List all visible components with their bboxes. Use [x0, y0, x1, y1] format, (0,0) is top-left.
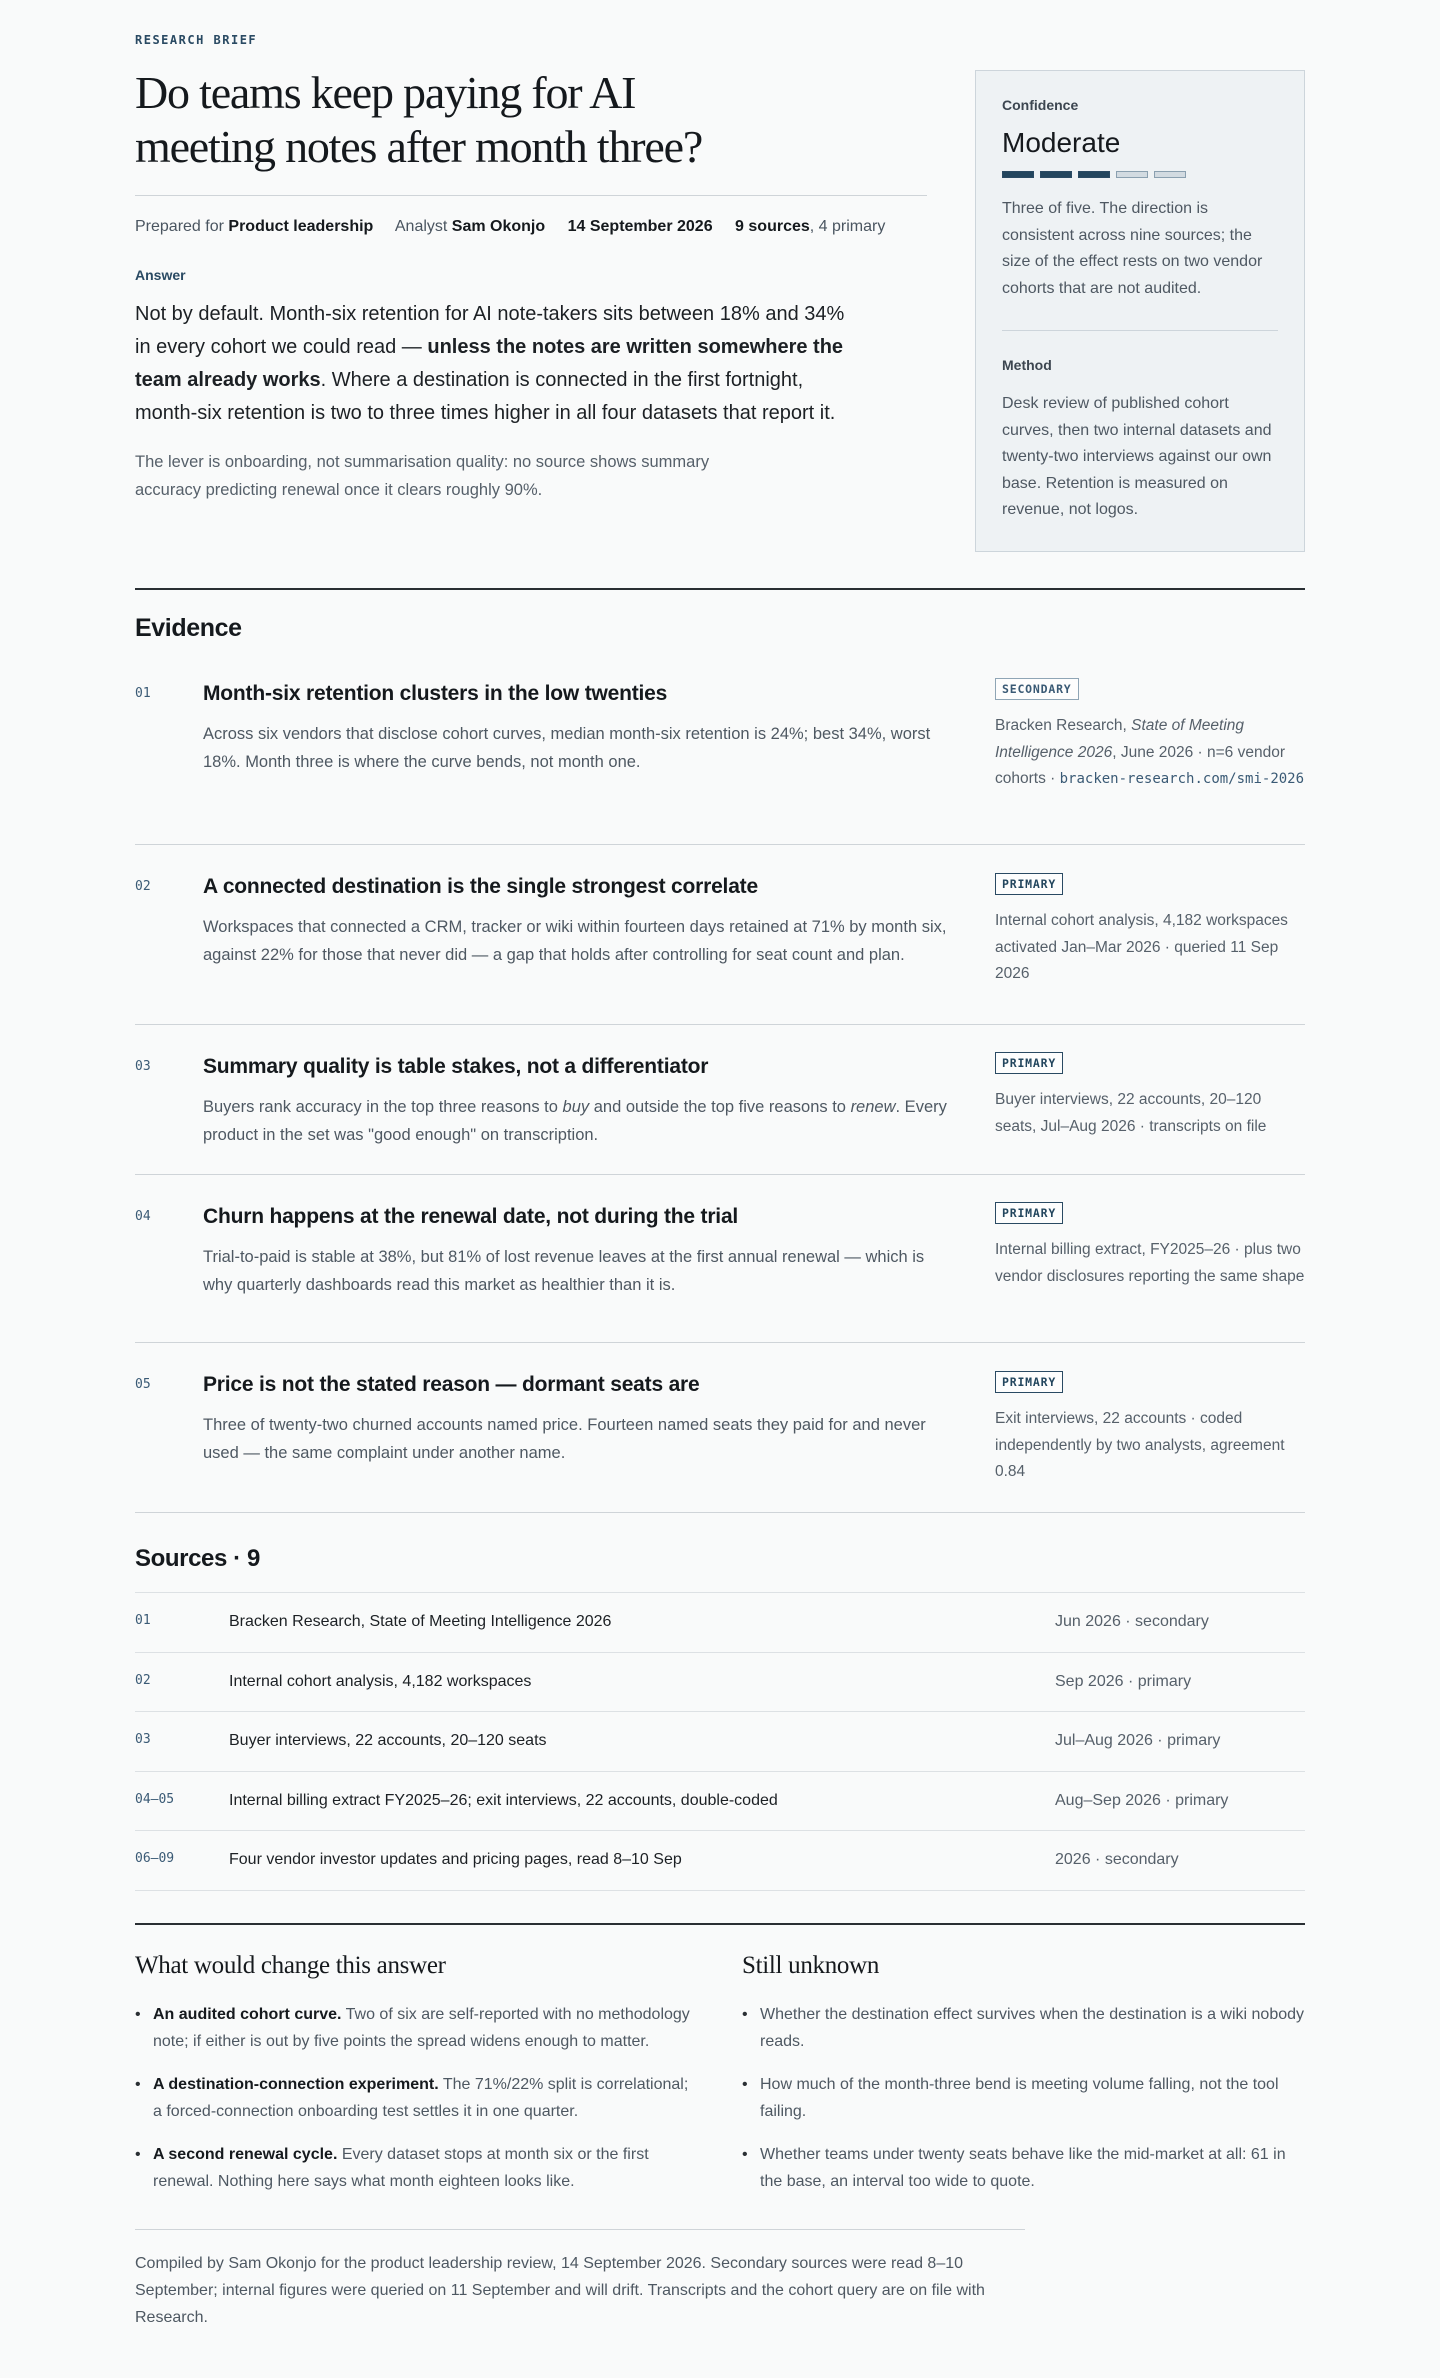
source-type-badge: SECONDARY	[995, 678, 1079, 700]
unknown-list	[742, 2002, 1305, 2195]
still-unknown-title: Still unknown	[742, 1952, 880, 1979]
method-label: Method	[1002, 357, 1052, 373]
answer-note: The lever is onboarding, not summarisation quality: no source shows summary accuracy predicting renewal once it clears roughly 90%.	[135, 453, 710, 499]
method-text: Desk review of published cohort curves, then two internal datasets and twenty-two interviews against our own base. Retention is measured on revenue, not logos.	[1002, 395, 1272, 518]
title-line-1: Do teams keep paying for AI	[135, 67, 636, 118]
confidence-value: Moderate	[1002, 127, 1121, 158]
sources-title: Sources · 9	[135, 1545, 260, 1572]
title-divider	[135, 195, 927, 196]
source-title: Four vendor investor updates and pricing pages, read 8–10 Sep	[229, 1851, 682, 1868]
bottom-divider	[135, 1923, 1305, 1925]
evidence-item-04	[135, 1175, 1305, 1343]
evidence-source-text: Buyer interviews, 22 accounts, 20–120 seats, Jul–Aug 2026 · transcripts on file	[995, 1091, 1267, 1135]
source-number: 04–05	[135, 1791, 175, 1807]
evidence-divider	[135, 588, 1305, 590]
list-item: • How much of the month-three bend is meeting volume falling, not the tool failing.	[742, 2072, 1305, 2125]
confidence-bar-filled	[1040, 171, 1072, 178]
list-item: • A destination-connection experiment. The 71%/22% split is correlational; a forced-connection onboarding test settles it in one quarter.	[135, 2072, 695, 2125]
source-date: Jun 2026 · secondary	[1055, 1613, 1209, 1630]
confidence-label: Confidence	[1002, 97, 1079, 113]
evidence-source-01	[995, 678, 1305, 793]
source-url-link[interactable]: bracken-research.com/smi-2026	[1059, 771, 1305, 787]
table-row	[135, 1712, 1305, 1772]
confidence-bar-filled	[1078, 171, 1110, 178]
confidence-text: Three of five. The direction is consistent across nine sources; the size of the effect rests on two vendor cohorts that are not audited.	[1002, 200, 1263, 297]
source-type-badge: PRIMARY	[995, 873, 1063, 895]
meta-date: 14 September 2026	[567, 218, 713, 235]
source-type-badge: PRIMARY	[995, 1371, 1063, 1393]
evidence-item-05	[135, 1343, 1305, 1513]
confidence-bar-empty	[1154, 171, 1186, 178]
what-would-change-section	[135, 1952, 695, 2212]
evidence-body-01: Across six vendors that disclose cohort curves, median month-six retention is 24%; best 34%, worst 18%. Month three is where the curve bends, not month one.	[203, 725, 931, 771]
source-number: 06–09	[135, 1851, 175, 1866]
source-title: Internal cohort analysis, 4,182 workspaces	[229, 1672, 532, 1690]
evidence-body-02: Workspaces that connected a CRM, tracker or wiki within fourteen days retained at 71% by month six, against 22% for those that never did — a gap that holds after controlling for seat count and plan.	[203, 918, 947, 964]
confidence-meter	[1002, 171, 1278, 178]
source-title: Buyer interviews, 22 accounts, 20–120 seats	[229, 1732, 547, 1749]
evidence-source-text: Internal billing extract, FY2025–26 · plus two vendor disclosures reporting the same shape	[995, 1241, 1305, 1285]
table-row	[135, 1593, 1305, 1653]
evidence-number: 03	[135, 1059, 151, 1074]
evidence-source-text: Internal cohort analysis, 4,182 workspaces activated Jan–Mar 2026 · queried 11 Sep 2026	[995, 912, 1288, 982]
sources-table	[135, 1592, 1305, 1891]
evidence-number: 04	[135, 1209, 151, 1224]
confidence-bar-empty	[1116, 171, 1148, 178]
list-item: • A second renewal cycle. Every dataset stops at month six or the first renewal. Nothing here says what month eighteen looks like.	[135, 2142, 695, 2195]
evidence-source-text: Exit interviews, 22 accounts · coded independently by two analysts, agreement 0.84	[995, 1410, 1285, 1480]
source-date: Sep 2026 · primary	[1055, 1672, 1192, 1690]
source-number: 01	[135, 1613, 151, 1628]
source-date: Jul–Aug 2026 · primary	[1055, 1732, 1221, 1749]
page-title	[135, 66, 785, 174]
table-row	[135, 1653, 1305, 1713]
evidence-source-03	[995, 1052, 1305, 1140]
footer-note: Compiled by Sam Okonjo for the product leadership review, 14 September 2026. Secondary sources were read 8–10 September; internal figures were queried on 11 September and will drift. Transcripts and the cohort query are on file with Research.	[135, 2255, 985, 2326]
meta-sources: 9 sources, 4 primary	[735, 218, 886, 235]
evidence-item-03	[135, 1025, 1305, 1175]
source-number: 02	[135, 1672, 151, 1688]
evidence-title-01: Month-six retention clusters in the low twenties	[203, 682, 668, 705]
still-unknown-section	[742, 1952, 1305, 2212]
title-line-2: meeting notes after month three?	[135, 121, 703, 172]
evidence-title-04: Churn happens at the renewal date, not during the trial	[203, 1205, 739, 1228]
source-type-badge: PRIMARY	[995, 1202, 1063, 1224]
evidence-body-05: Three of twenty-two churned accounts named price. Fourteen named seats they paid for and never used — the same complaint under another name.	[203, 1416, 926, 1462]
source-number: 03	[135, 1732, 151, 1747]
evidence-body-03: Buyers rank accuracy in the top three reasons to buy and outside the top five reasons to renew. Every product in the set was "good enough" on transcription.	[203, 1098, 947, 1144]
list-item: • Whether teams under twenty seats behave like the mid-market at all: 61 in the base, an interval too wide to quote.	[742, 2142, 1305, 2195]
source-type-badge: PRIMARY	[995, 1052, 1063, 1074]
confidence-bar-filled	[1002, 171, 1034, 178]
evidence-body-04: Trial-to-paid is stable at 38%, but 81% of lost revenue leaves at the first annual renewal — which is why quarterly dashboards read this market as healthier than it is.	[203, 1248, 925, 1294]
evidence-item-01	[135, 660, 1305, 845]
card-divider	[1002, 330, 1278, 331]
evidence-title-03: Summary quality is table stakes, not a differentiator	[203, 1055, 709, 1078]
kicker: RESEARCH BRIEF	[135, 33, 258, 47]
evidence-number: 02	[135, 879, 151, 894]
evidence-title-05: Price is not the stated reason — dormant seats are	[203, 1373, 700, 1396]
evidence-source-04	[995, 1202, 1305, 1290]
meta-prepared-for: Prepared for Product leadership	[135, 218, 374, 235]
evidence-number: 05	[135, 1377, 151, 1392]
footer-divider	[135, 2229, 1025, 2230]
answer-label: Answer	[135, 267, 186, 283]
evidence-source-05	[995, 1371, 1305, 1486]
change-list	[135, 2002, 695, 2195]
table-row	[135, 1831, 1305, 1891]
meta-line	[135, 218, 885, 236]
source-title: Internal billing extract FY2025–26; exit interviews, 22 accounts, double-coded	[229, 1791, 778, 1809]
list-item: • Whether the destination effect survives when the destination is a wiki nobody reads.	[742, 2002, 1305, 2055]
list-item: • An audited cohort curve. Two of six are self-reported with no methodology note; if either is out by five points the spread widens enough to matter.	[135, 2002, 695, 2055]
evidence-source-02	[995, 873, 1305, 988]
evidence-number: 01	[135, 686, 151, 701]
evidence-title-02: A connected destination is the single strongest correlate	[203, 875, 758, 898]
what-would-change-title: What would change this answer	[135, 1952, 446, 1979]
confidence-card	[975, 70, 1305, 552]
answer-text: Not by default. Month-six retention for AI note-takers sits between 18% and 34% in every cohort we could read — unless the notes are written somewhere the team already works. Where a destination is connected in the first fortnight, month-six retention is two to three times higher in all four datasets that report it.	[135, 303, 845, 424]
table-row	[135, 1772, 1305, 1832]
source-title: Bracken Research, State of Meeting Intelligence 2026	[229, 1613, 612, 1630]
meta-analyst: Analyst Sam Okonjo	[394, 218, 546, 235]
evidence-source-text: Bracken Research, State of Meeting Intelligence 2026, June 2026 · n=6 vendor cohorts · bracken-research.com/smi-2026	[995, 717, 1305, 787]
source-date: 2026 · secondary	[1055, 1851, 1179, 1868]
evidence-title: Evidence	[135, 614, 242, 642]
evidence-item-02	[135, 845, 1305, 1025]
source-date: Aug–Sep 2026 · primary	[1055, 1791, 1229, 1809]
